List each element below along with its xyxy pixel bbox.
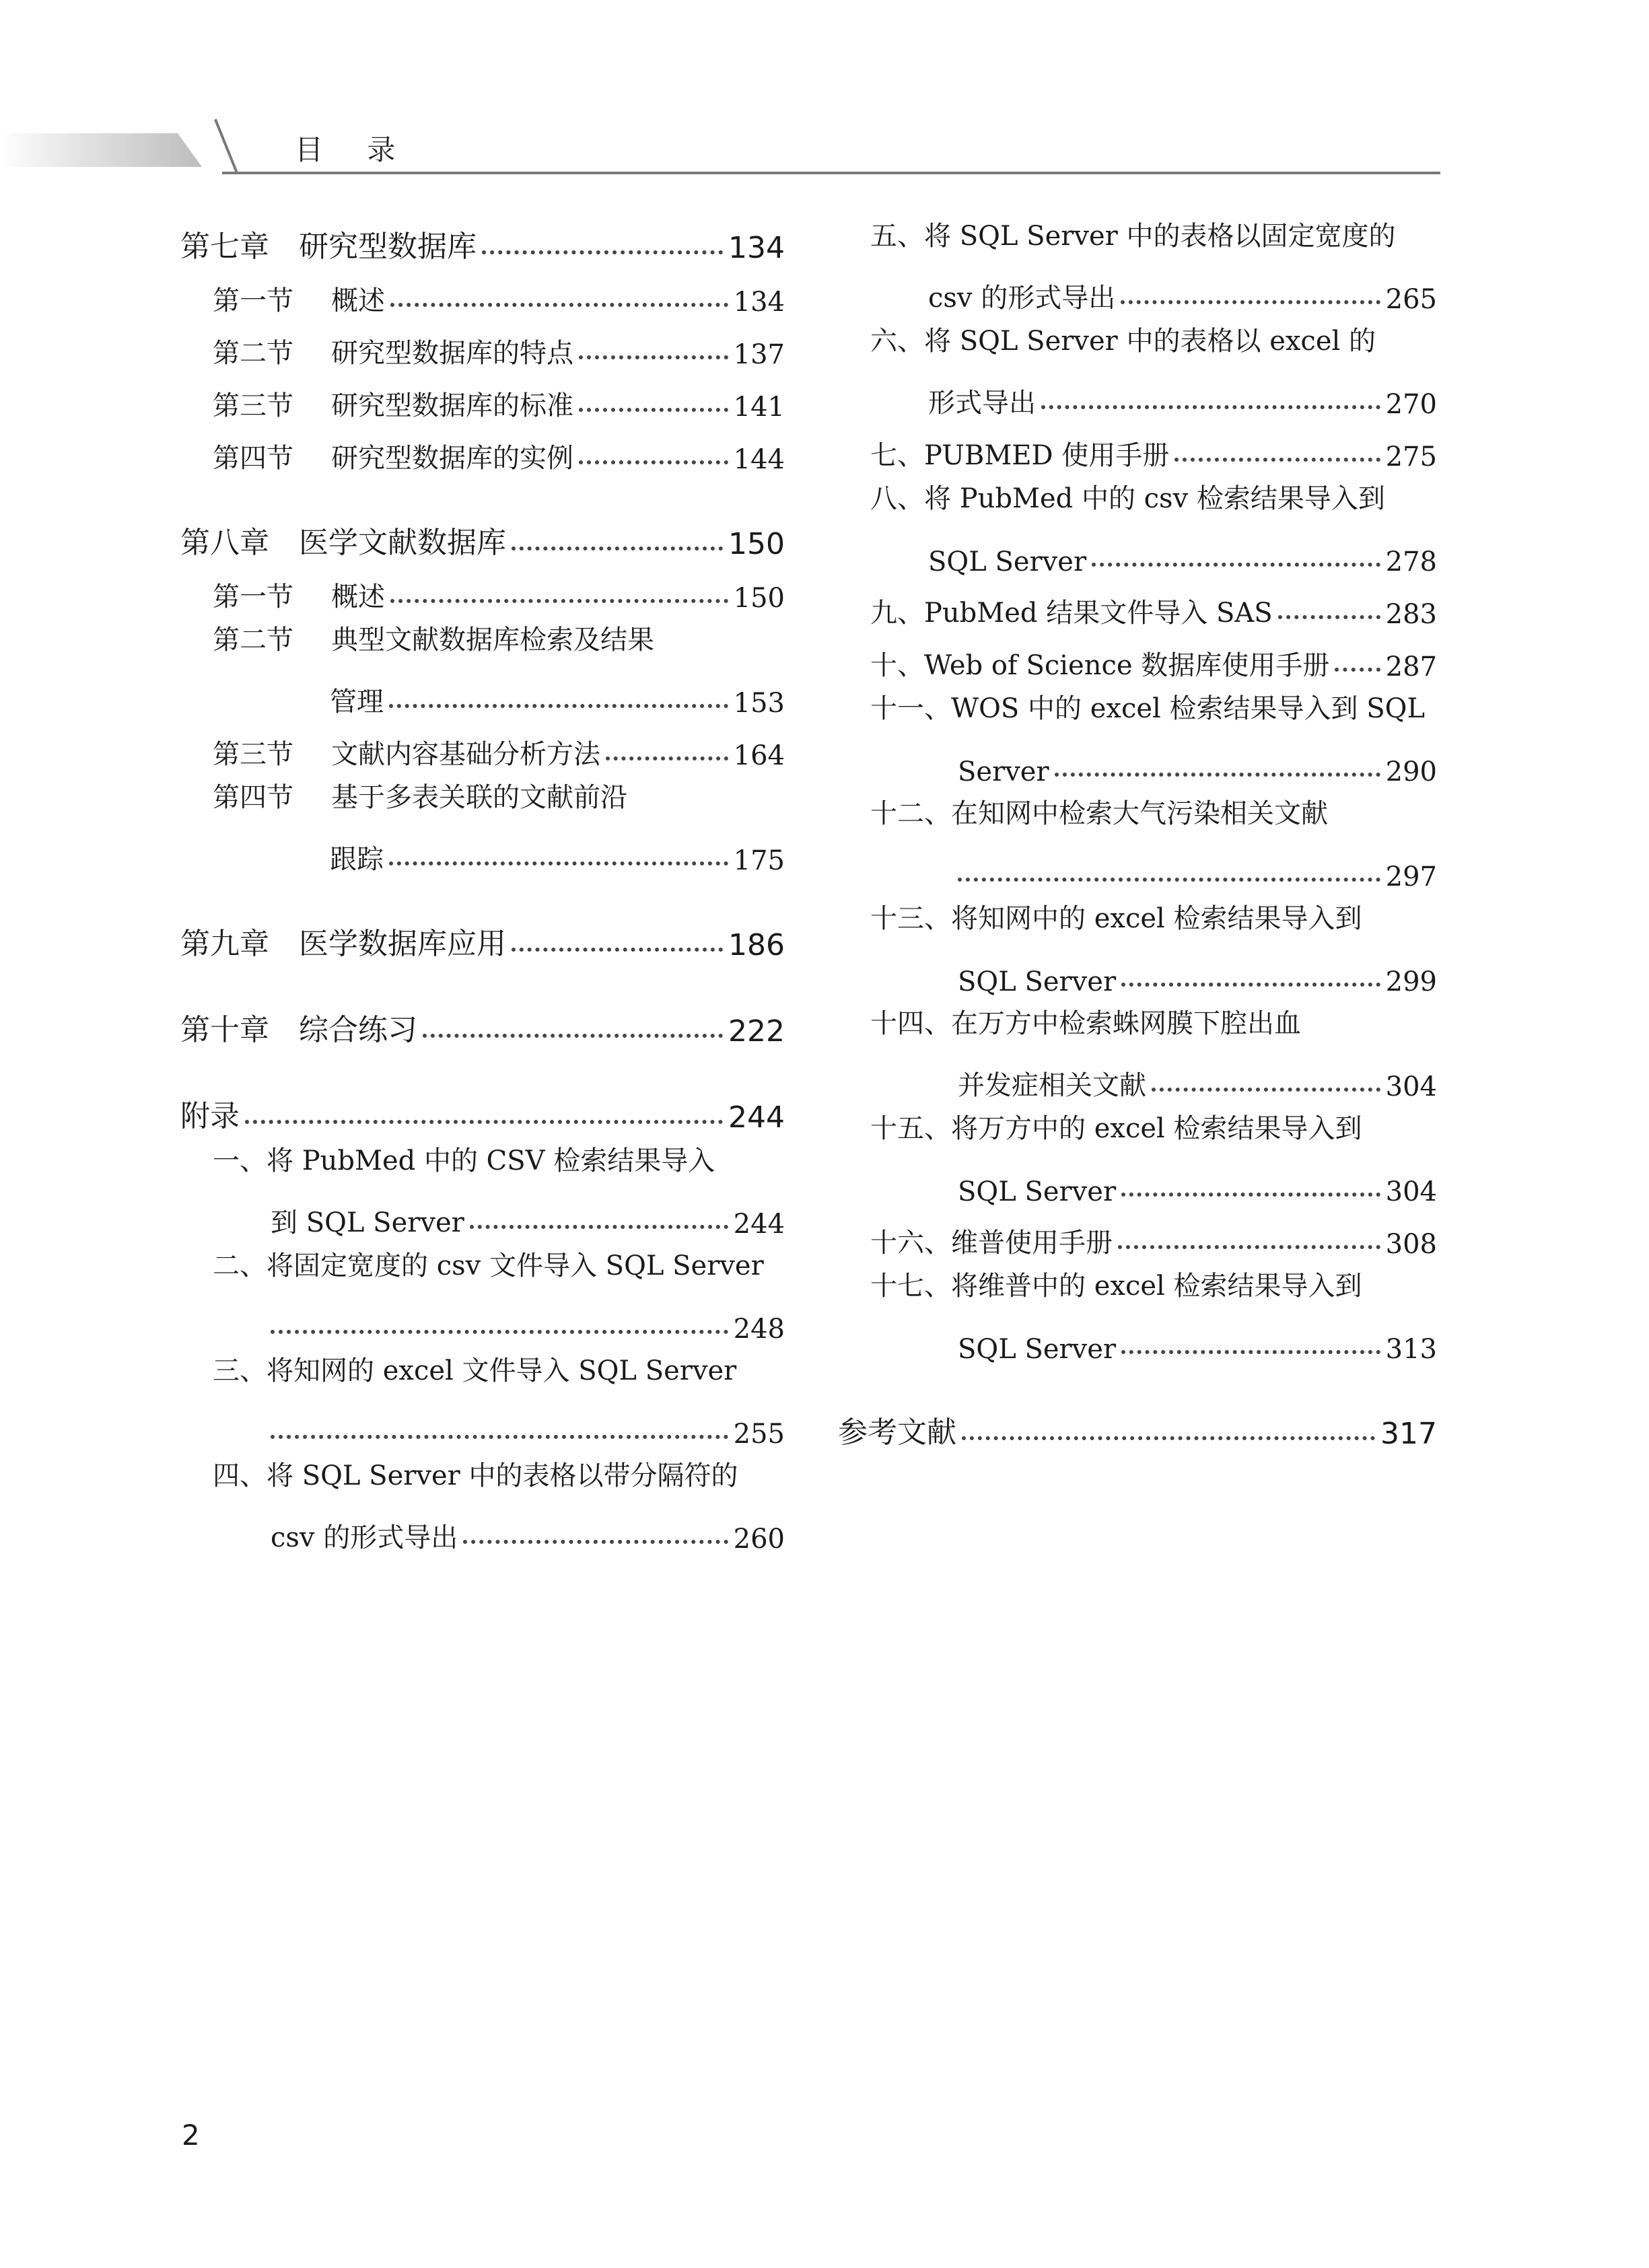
dot-leader [482,250,723,254]
toc-section[interactable] [180,265,785,318]
page-ref: 134 [733,287,785,318]
toc-appendix-item-line1[interactable]: 一、将 PubMed 中的 CSV 检索结果导入 [213,1145,715,1176]
chapter-title: 第七章 研究型数据库 [180,229,477,264]
toc-section-line1[interactable] [180,771,785,824]
page-ref: 297 [1385,861,1437,892]
dot-leader [1041,405,1380,409]
toc-appendix-item-line2[interactable] [180,1187,785,1240]
dot-leader [423,1034,723,1038]
dot-leader [1121,1193,1380,1197]
dot-leader [389,861,728,865]
section-title-cont: 管理 [330,686,384,717]
dot-leader [512,948,723,952]
dot-leader [1055,773,1380,777]
toc-appendix[interactable] [180,1079,785,1135]
toc-chapter-8[interactable] [180,506,785,561]
section-label: 第二节 [213,625,293,655]
chapter-title: 第八章 医学文献数据库 [180,526,506,560]
header-slant-line [214,119,238,174]
dot-leader [463,1540,728,1544]
dot-leader [470,1225,728,1229]
toc-section[interactable] [180,423,785,475]
page-ref: 150 [728,527,785,561]
page-number: 2 [182,2119,200,2152]
toc-section-line2[interactable] [180,824,785,876]
section-label: 第二节 [213,338,293,369]
toc-appendix-item-line2[interactable] [180,1292,785,1345]
page-ref: 304 [1385,1071,1437,1102]
item-title: 十六、维普使用手册 [870,1228,1113,1259]
section-title: 研究型数据库的特点 [331,338,573,369]
section-label: 第三节 [213,739,293,770]
page-ref: 287 [1385,651,1437,682]
item-title-cont: SQL Server [928,546,1087,577]
item-title-cont: csv 的形式导出 [928,283,1116,314]
page-ref: 164 [733,740,785,771]
dot-leader [579,355,728,359]
toc-appendix-item[interactable] [838,630,1437,682]
dot-leader [1121,300,1380,304]
page-ref: 144 [733,444,785,475]
section-title-cont: 跟踪 [330,844,384,875]
page-ref: 278 [1385,546,1437,577]
section-label: 第四节 [213,782,293,813]
item-title-cont: SQL Server [958,1176,1117,1207]
section-label: 第三节 [213,390,293,421]
page-ref: 317 [1380,1417,1437,1451]
item-title-cont: 到 SQL Server [271,1207,464,1238]
section-title: 基于多表关联的文献前沿 [331,782,627,813]
item-title: 七、PUBMED 使用手册 [870,440,1170,471]
section-label: 第一节 [213,581,293,612]
item-title: 十、Web of Science 数据库使用手册 [870,650,1330,681]
dot-leader [579,460,728,464]
item-title-cont: Server [958,756,1049,787]
item-title: 九、PubMed 结果文件导入 SAS [870,598,1273,629]
dot-leader [512,546,723,551]
dot-leader [606,756,728,760]
toc-section[interactable] [180,561,785,614]
toc-appendix-item-line2[interactable] [180,1502,785,1555]
header-decoration [0,133,202,167]
toc-appendix-item[interactable] [838,577,1437,630]
section-title: 概述 [331,581,385,612]
dot-leader [958,878,1380,882]
dot-leader [962,1436,1375,1440]
chapter-title: 参考文献 [838,1415,956,1450]
toc-appendix-item-line1[interactable]: 三、将知网的 excel 文件导入 SQL Server [213,1355,737,1386]
item-title-cont: SQL Server [958,966,1117,997]
dot-leader [1335,668,1380,672]
toc-appendix-item-line1[interactable]: 十七、将维普中的 excel 检索结果导入到 [870,1271,1362,1302]
dot-leader [271,1330,728,1334]
dot-leader [389,704,728,708]
dot-leader [390,599,728,603]
section-title: 文献内容基础分析方法 [331,739,600,770]
section-title: 研究型数据库的实例 [331,443,573,474]
section-title: 概述 [331,285,385,316]
toc-appendix-item-line1[interactable]: 五、将 SQL Server 中的表格以固定宽度的 [870,221,1396,252]
chapter-title: 第十章 综合练习 [180,1013,417,1047]
toc-section-line2[interactable] [180,666,785,719]
page-ref: 308 [1385,1229,1437,1260]
toc-appendix-item-line2[interactable] [838,525,1437,577]
page-ref: 244 [733,1209,785,1240]
toc-appendix-item[interactable] [838,1207,1437,1260]
toc-references[interactable] [838,1396,1437,1451]
toc-appendix-item-line2[interactable] [838,945,1437,997]
item-title-cont: 并发症相关文献 [958,1070,1146,1101]
page-ref: 175 [733,845,785,876]
toc-appendix-item-line2[interactable] [838,840,1437,892]
page-ref: 313 [1385,1334,1437,1365]
toc-appendix-item-line1[interactable]: 十三、将知网中的 excel 检索结果导入到 [870,903,1362,934]
toc-appendix-item-line1[interactable]: 十一、WOS 中的 excel 检索结果导入到 SQL [870,693,1426,724]
toc-chapter-7[interactable] [180,210,785,265]
toc-appendix-item-line2[interactable] [838,1050,1437,1102]
page-ref: 186 [728,928,785,962]
dot-leader [1092,563,1380,567]
page-ref: 222 [728,1014,785,1049]
toc-appendix-item-line1[interactable]: 八、将 PubMed 中的 csv 检索结果导入到 [870,483,1385,514]
toc-appendix-item-line2[interactable] [180,1397,785,1450]
page-ref: 141 [733,392,785,423]
toc-section-line1[interactable] [180,614,785,666]
toc-appendix-item-line1[interactable]: 十五、将万方中的 excel 检索结果导入到 [870,1113,1362,1144]
item-title-cont: csv 的形式导出 [271,1522,458,1553]
toc-appendix-item-line2[interactable] [838,1155,1437,1207]
toc-appendix-item-line1[interactable]: 十二、在知网中检索大气污染相关文献 [870,798,1328,829]
toc-right-column [838,210,1437,1451]
chapter-title: 第九章 医学数据库应用 [180,927,506,961]
page-ref: 299 [1385,966,1437,997]
dot-leader [1118,1245,1380,1249]
dot-leader [1174,458,1380,462]
page-ref: 248 [733,1314,785,1345]
dot-leader [579,408,728,412]
item-title-cont: 形式导出 [928,388,1036,419]
toc-chapter-9[interactable] [180,907,785,962]
dot-leader [1278,615,1380,619]
toc-appendix-item-line2[interactable] [838,367,1437,420]
toc-section[interactable] [180,370,785,423]
dot-leader [1152,1088,1380,1092]
page-ref: 283 [1385,599,1437,630]
page-ref: 137 [733,339,785,370]
page-ref: 275 [1385,441,1437,472]
toc-section[interactable] [180,719,785,771]
dot-leader [245,1120,723,1124]
page-ref: 134 [728,231,785,265]
toc-appendix-item-line2[interactable] [838,735,1437,787]
section-label: 第一节 [213,285,293,316]
toc-appendix-item-line2[interactable] [838,1312,1437,1365]
page-ref: 255 [733,1419,785,1450]
page-header-title: 目 录 [295,133,413,166]
section-label: 第四节 [213,443,293,474]
page-ref: 265 [1385,284,1437,315]
dot-leader [271,1435,728,1439]
header-rule [222,172,1440,174]
section-title: 典型文献数据库检索及结果 [331,625,654,655]
toc-appendix-item-line1[interactable]: 二、将固定宽度的 csv 文件导入 SQL Server [213,1250,764,1281]
toc-left-column [180,210,785,1555]
dot-leader [390,303,728,307]
toc-chapter-10[interactable] [180,993,785,1049]
page-ref: 150 [733,583,785,614]
page-ref: 244 [728,1100,785,1135]
toc-appendix-item-line2[interactable] [838,262,1437,315]
dot-leader [1121,1350,1380,1354]
toc-appendix-item-line1[interactable]: 十四、在万方中检索蛛网膜下腔出血 [870,1008,1301,1039]
dot-leader [1121,983,1380,987]
chapter-title: 附录 [180,1099,240,1133]
page-ref: 260 [733,1524,785,1555]
page-ref: 304 [1385,1176,1437,1207]
item-title-cont: SQL Server [958,1334,1117,1365]
section-title: 研究型数据库的标准 [331,390,573,421]
page-ref: 270 [1385,389,1437,420]
page-ref: 290 [1385,756,1437,787]
page-ref: 153 [733,688,785,719]
toc-appendix-item[interactable] [838,420,1437,472]
toc-appendix-item-line1[interactable]: 四、将 SQL Server 中的表格以带分隔符的 [213,1460,738,1491]
toc-appendix-item-line1[interactable]: 六、将 SQL Server 中的表格以 excel 的 [870,326,1376,357]
toc-section[interactable] [180,318,785,370]
